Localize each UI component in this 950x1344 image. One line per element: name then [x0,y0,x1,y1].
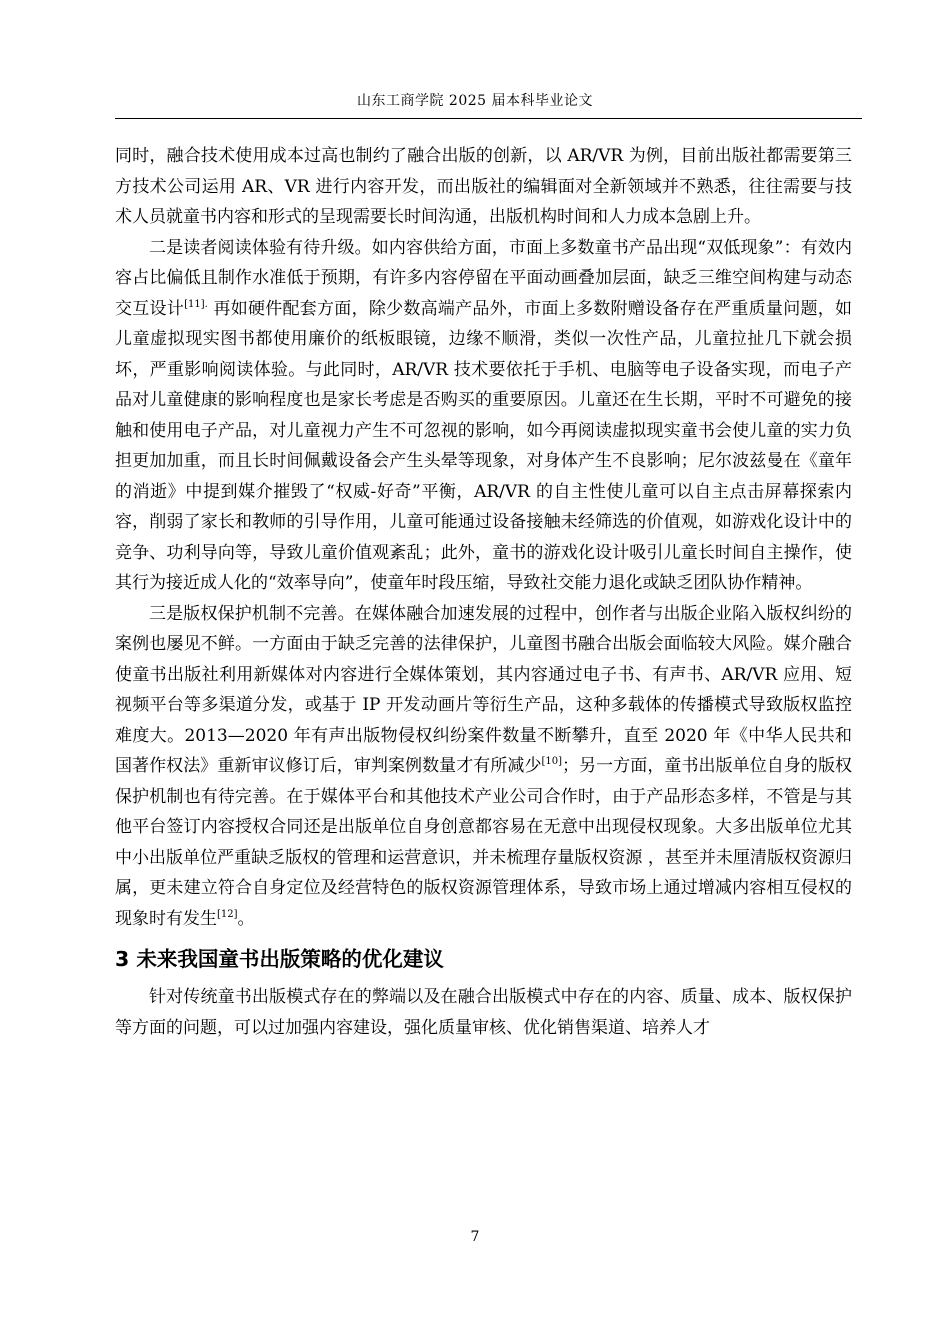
citation-11: [11]. [184,298,208,310]
header-rule [115,118,862,119]
running-header: 山东工商学院 2025 届本科毕业论文 [356,93,594,109]
text-run: 二是读者阅读体验有待升级。如内容供给方面，市面上多数童书产品出现“双低现象”：有效内容占比偏低且制作水准低于预期，有许多内容停留在平面动画叠加层面，缺乏三维空间构建与动态交互设计 [115,237,852,319]
paragraph-copyright-protection [115,599,852,935]
text-run: 再如硬件配套方面，除少数高端产品外，市面上多数附赠设备存在严重质量问题，如儿童虚拟现实图书都使用廉价的纸板眼镜，边缘不顺滑，类似一次性产品，儿童拉扯几下就会损坏，严重影响阅读体验。与此同时，AR/VR 技术要依托于手机、电脑等电子设备实现，而电子产品对儿童健康的影响程度也是家长考虑是否购买的重要原因。儿童还在生长期，平时不可避免的接触和使用电子产品，对儿童视力产生不可忽视的影响，如今再阅读虚拟现实童书会使儿童的实力负担更加加重，而且长时间佩戴设备会产生头晕等现象，对身体产生不良影响；尼尔波兹曼在《童年的消逝》中提到媒介摧毁了“权威-好奇”平衡，AR/VR 的自主性使儿童可以自主点击屏幕探索内容，削弱了家长和教师的引导作用，儿童可能通过设备接触未经筛选的价值观，如游戏化设计中的竞争、功利导向等，导致儿童价值观紊乱；此外，童书的游戏化设计吸引儿童长时间自主操作，使其行为接近成人化的“效率导向”，使童年时段压缩，导致社交能力退化或缺乏团队协作精神。 [115,298,852,593]
paragraph-reading-experience [115,233,852,599]
text-run: 针对传统童书出版模式存在的弊端以及在融合出版模式中存在的内容、质量、成本、版权保护等方面的问题，可以过加强内容建设，强化质量审核、优化销售渠道、培养人才 [115,987,852,1038]
page-number: 7 [470,1229,480,1245]
section-heading: 3 未来我国童书出版策略的优化建议 [115,947,444,971]
citation-10: [10] [541,756,563,767]
body-text [115,141,852,1043]
paragraph-continuation [115,141,852,233]
citation-12: [12] [217,908,238,920]
text-run: 。 [237,908,255,929]
text-run: 三是版权保护机制不完善。在媒体融合加速发展的过程中，创作者与出版企业陷入版权纠纷的案例也屡见不鲜。一方面由于缺乏完善的法律保护，儿童图书融合出版会面临较大风险。媒介融合使童书出版社利用新媒体对内容进行全媒体策划，其内容通过电子书、有声书、AR/VR 应用、短视频平台等多渠道分发，或基于 IP 开发动画片等衍生产品，这种多载体的传播模式导致版权监控难度大。2013—2020 年有声出版物侵权纠纷案件数量不断攀升，直至 2020 年《中华人民共和国著作权法》重新审议修订后，审判案例数量才有所减少 [115,603,852,776]
text-run: 同时，融合技术使用成本过高也制约了融合出版的创新，以 AR/VR 为例，目前出版社都需要第三方技术公司运用 AR、VR 进行内容开发，而出版社的编辑面对全新领域并不熟悉，往往需要与技术人员就童书内容和形式的呈现需要长时间沟通，出版机构时间和人力成本急剧上升。 [115,146,852,227]
paragraph-strategy-intro [115,982,852,1043]
text-run: ；另一方面，童书出版单位自身的版权保护机制也有待完善。在于媒体平台和其他技术产业公司合作时，由于产品形态多样，不管是与其他平台签订内容授权合同还是出版单位自身创意都容易在无意中出现侵权现象。大多出版单位尤其中小出版单位严重缺乏版权的管理和运营意识，并未梳理存量版权资源 ，甚至并未厘清版权资源归属，更未建立符合自身定位及经营特色的版权资源管理体系，导致市场上通过增减内容相互侵权的现象时有发生 [115,756,853,929]
